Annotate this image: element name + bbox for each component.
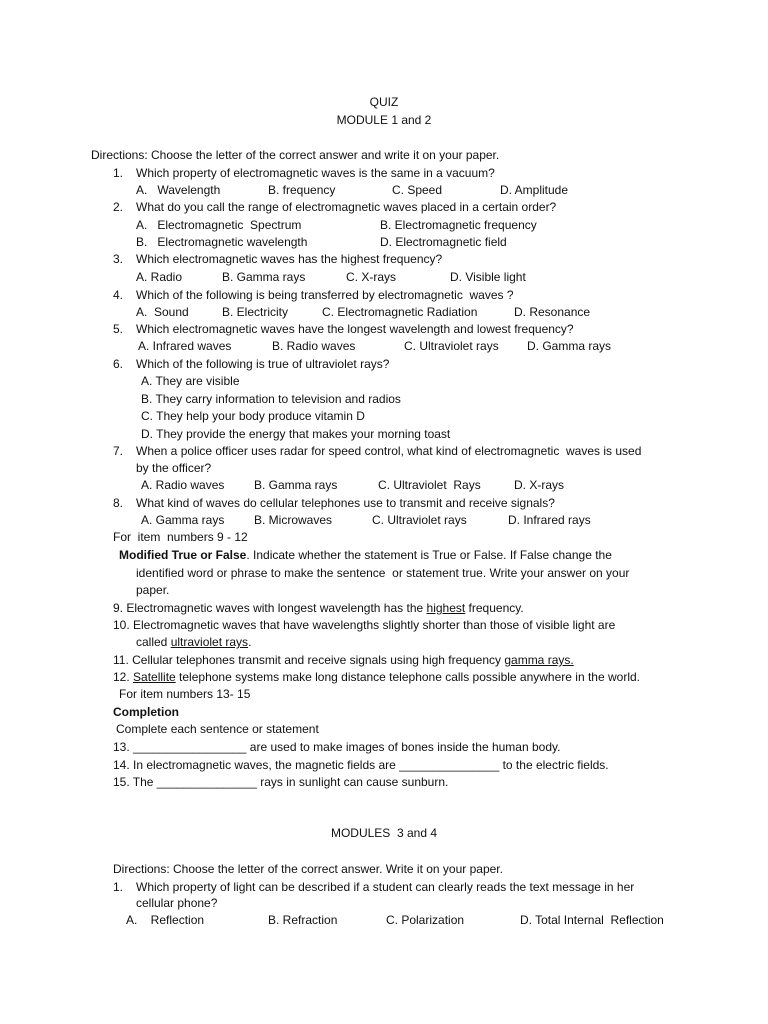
section-title: Completion <box>113 705 179 719</box>
statement-text: telephone systems make long distance telephone calls possible anywhere in the world. <box>175 670 640 684</box>
option: B. Gamma rays <box>254 478 338 492</box>
instruction-text: identified word or phrase to make the sentence or statement true. Write your answer on your <box>136 566 630 580</box>
module-heading: MODULE 1 and 2 <box>336 113 432 127</box>
option: B. They carry information to television and radios <box>141 392 401 406</box>
option: C. Speed <box>392 183 443 197</box>
section-title: Modified True or False <box>119 548 247 562</box>
completion-item-13: 13. _________________ are used to make images of bones inside the human body. <box>113 740 561 754</box>
question-text: Which electromagnetic waves have the longest wavelength and lowest frequency? <box>136 322 574 336</box>
statement-11 <box>113 653 574 667</box>
completion-item-14: 14. In electromagnetic waves, the magnetic fields are _______________ to the electric fields. <box>113 758 609 772</box>
directions: Directions: Choose the letter of the correct answer and write it on your paper. <box>91 148 500 162</box>
module-heading: MODULES 3 and 4 <box>330 826 438 840</box>
option: D. Gamma rays <box>527 339 612 353</box>
question-text: Which of the following is true of ultraviolet rays? <box>136 357 390 371</box>
option: A. Infrared waves <box>138 339 232 353</box>
question-text: When a police officer uses radar for speed control, what kind of electromagnetic waves is used <box>136 444 642 458</box>
underlined-word: ultraviolet rays <box>170 635 249 649</box>
underlined-word: highest <box>426 601 466 615</box>
question-number: 2. <box>113 200 124 214</box>
instruction-text: Complete each sentence or statement <box>116 722 319 736</box>
item-range-note: For item numbers 9 - 12 <box>113 530 248 544</box>
option: A. Gamma rays <box>141 513 225 527</box>
option: C. Ultraviolet rays <box>372 513 467 527</box>
option: D. Resonance <box>514 305 591 319</box>
statement-text: 12. <box>113 670 134 684</box>
question-text: What kind of waves do cellular telephones use to transmit and receive signals? <box>136 496 555 510</box>
instruction-text: paper. <box>136 583 170 597</box>
statement-text: frequency. <box>465 601 524 615</box>
statement-text: 9. Electromagnetic waves with longest wavelength has the <box>113 601 427 615</box>
option: B. Electromagnetic wavelength <box>136 235 308 249</box>
question-number: 4. <box>113 288 124 302</box>
question-text: Which electromagnetic waves has the highest frequency? <box>136 252 443 266</box>
question-text-continued: by the officer? <box>136 461 212 475</box>
option: C. Electromagnetic Radiation <box>322 305 478 319</box>
question-text-continued: cellular phone? <box>136 896 218 910</box>
option: D. Infrared rays <box>508 513 591 527</box>
option: B. Refraction <box>268 913 338 927</box>
question-text: Which property of light can be described if a student can clearly reads the text message in her <box>136 880 635 894</box>
question-text: What do you call the range of electromagnetic waves placed in a certain order? <box>136 200 557 214</box>
question-number: 7. <box>113 444 124 458</box>
option: D. Amplitude <box>500 183 569 197</box>
question-number: 1. <box>113 166 124 180</box>
option: A. Wavelength <box>136 183 221 197</box>
option: D. They provide the energy that makes your morning toast <box>141 427 451 441</box>
option: C. They help your body produce vitamin D <box>141 409 365 423</box>
option: A. Electromagnetic Spectrum <box>136 218 302 232</box>
statement-10-continued <box>136 635 251 649</box>
option: B. Electromagnetic frequency <box>380 218 537 232</box>
option: C. Ultraviolet rays <box>404 339 499 353</box>
option: C. Polarization <box>386 913 465 927</box>
underlined-word: gamma rays. <box>504 653 574 667</box>
option: A. Radio waves <box>141 478 225 492</box>
completion-item-15: 15. The _______________ rays in sunlight can cause sunburn. <box>113 775 449 789</box>
option: A. They are visible <box>141 374 240 388</box>
statement-text: called <box>136 635 171 649</box>
question-number: 5. <box>113 322 124 336</box>
option: D. Total Internal Reflection <box>520 913 664 927</box>
item-range-note: For item numbers 13- 15 <box>119 687 251 701</box>
option: A. Reflection <box>126 913 205 927</box>
option: A. Radio <box>136 270 183 284</box>
question-text: Which property of electromagnetic waves is the same in a vacuum? <box>136 166 495 180</box>
option: C. Ultraviolet Rays <box>378 478 481 492</box>
option: B. frequency <box>268 183 336 197</box>
statement-text: . <box>248 635 252 649</box>
option: B. Radio waves <box>272 339 356 353</box>
question-number: 1. <box>113 880 124 894</box>
statement-text: 11. Cellular telephones transmit and receive signals using high frequency <box>113 653 505 667</box>
option: D. Electromagnetic field <box>380 235 507 249</box>
option: C. X-rays <box>346 270 397 284</box>
directions: Directions: Choose the letter of the correct answer. Write it on your paper. <box>113 862 503 876</box>
instruction-text: . Indicate whether the statement is True or False. If False change the <box>246 548 612 562</box>
question-number: 3. <box>113 252 124 266</box>
statement-10: 10. Electromagnetic waves that have wavelengths slightly shorter than those of visible light are <box>113 618 616 632</box>
section-instructions <box>119 548 612 562</box>
option: B. Microwaves <box>254 513 333 527</box>
option: D. X-rays <box>514 478 565 492</box>
underlined-word: Satellite <box>133 670 176 684</box>
statement-9 <box>113 601 524 615</box>
question-number: 8. <box>113 496 124 510</box>
option: D. Visible light <box>450 270 526 284</box>
statement-12 <box>113 670 640 684</box>
option: B. Gamma rays <box>222 270 306 284</box>
question-text: Which of the following is being transferred by electromagnetic waves ? <box>136 288 514 302</box>
question-number: 6. <box>113 357 124 371</box>
option: A. Sound <box>136 305 189 319</box>
quiz-title: QUIZ <box>369 95 399 109</box>
option: B. Electricity <box>222 305 289 319</box>
